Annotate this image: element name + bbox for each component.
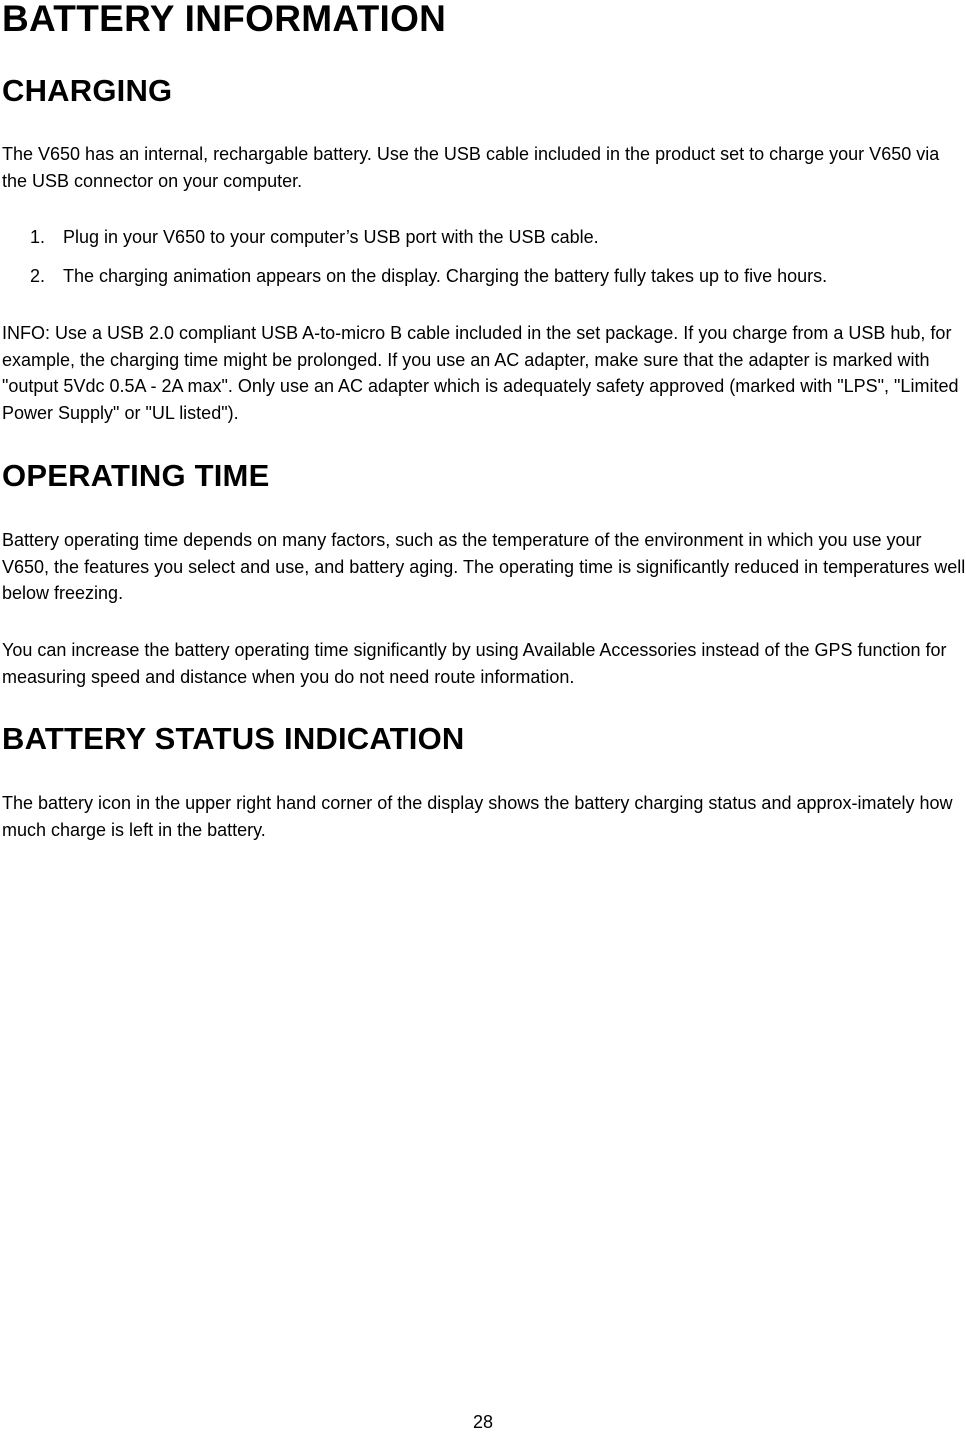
operating-time-heading: OPERATING TIME — [2, 458, 270, 493]
charging-intro-block — [2, 141, 966, 194]
charging-heading: CHARGING — [2, 73, 173, 108]
operating-time-para-1-block — [2, 527, 966, 607]
list-item — [2, 263, 966, 302]
operating-time-paragraph: You can increase the battery operating time significantly by using Available Accessories instead of the GPS function for measuring speed and distance when you do not need route information. — [2, 640, 947, 687]
battery-status-heading: BATTERY STATUS INDICATION — [2, 721, 465, 756]
charging-info-note: INFO: Use a USB 2.0 compliant USB A-to-micro B cable included in the set package. If you charge from a USB hub, for example, the charging time might be prolonged. If you use an AC adapter, make sure that the adapter is marked with "output 5Vdc 0.5A - 2A max". Only use an AC adapter which is adequately safety approved (marked with "LPS", "Limited Power Supply" or "UL listed"). — [2, 323, 959, 423]
step-text: The charging animation appears on the display. Charging the battery fully takes up to five hours. — [63, 266, 828, 286]
battery-status-para-block — [2, 790, 966, 843]
operating-time-heading-block — [2, 459, 966, 493]
battery-status-paragraph: The battery icon in the upper right hand corner of the display shows the battery charging status and approx-imately how much charge is left in the battery. — [2, 793, 953, 840]
step-number: 1. — [30, 227, 46, 247]
list-item — [2, 224, 966, 263]
charging-steps — [2, 224, 966, 302]
charging-info-block — [2, 320, 966, 426]
battery-status-heading-block — [2, 722, 966, 756]
step-number: 2. — [30, 266, 46, 286]
step-text: Plug in your V650 to your computer’s USB port with the USB cable. — [63, 227, 599, 247]
operating-time-paragraph: Battery operating time depends on many factors, such as the temperature of the environment in which you use your V650, the features you select and use, and battery aging. The operating time is significantly reduced in temperatures well below freezing. — [2, 530, 966, 603]
page-title-block — [2, 0, 966, 38]
charging-heading-block — [2, 74, 966, 108]
page-title: BATTERY INFORMATION — [2, 0, 447, 39]
charging-steps-list — [2, 224, 966, 302]
charging-intro: The V650 has an internal, rechargable battery. Use the USB cable included in the product set to charge your V650 via the USB connector on your computer. — [2, 144, 940, 191]
operating-time-para-2-block — [2, 637, 966, 690]
page-number: 28 — [472, 1412, 494, 1432]
